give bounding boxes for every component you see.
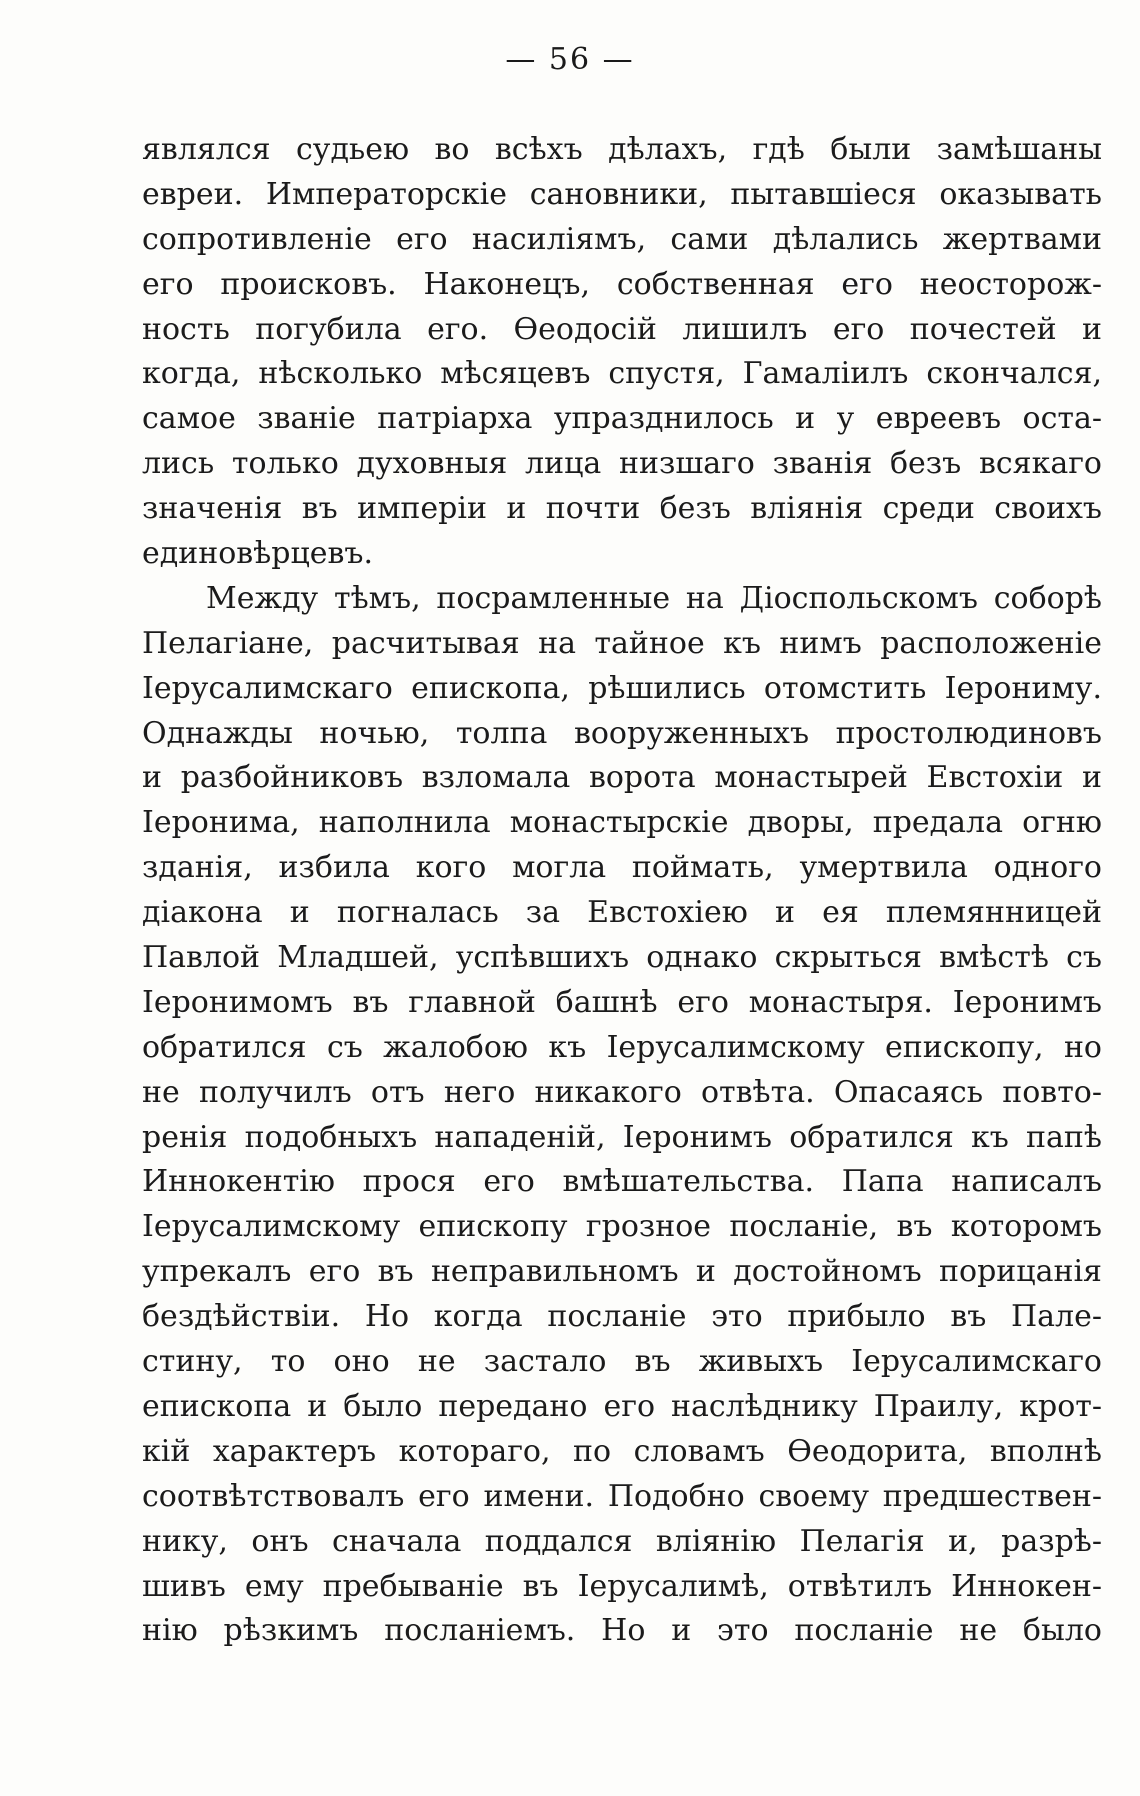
text-line: евреи. Императорскіе сановники, пытавшіеся оказывать <box>142 176 1102 212</box>
text-line: бездѣйствіи. Но когда посланіе это прибыло въ Пале- <box>142 1299 1102 1335</box>
paragraph-end-line: единовѣрцевъ. <box>142 536 374 572</box>
text-line: и разбойниковъ взломала ворота монастырей Евстохіи и <box>142 760 1102 796</box>
text-line: Іеронимомъ въ главной башнѣ его монастыря. Іеронимъ <box>142 984 1102 1020</box>
text-line: діакона и погналась за Евстохіею и ея племянницей <box>142 895 1102 931</box>
text-line: нику, онъ сначала поддался вліянію Пелагія и, разрѣ- <box>142 1523 1102 1559</box>
text-line: Іеронима, наполнила монастырскіе дворы, предала огню <box>142 805 1102 841</box>
text-line: зданія, избила кого могла поймать, умертвила одного <box>142 850 1102 886</box>
text-line: Однажды ночью, толпа вооруженныхъ простолюдиновъ <box>142 715 1102 751</box>
text-line: Пелагіане, расчитывая на тайное къ нимъ расположеніе <box>142 625 1102 661</box>
text-line: епископа и было передано его наслѣднику Праилу, крот- <box>142 1388 1102 1424</box>
text-line: Иннокентію прося его вмѣшательства. Папа написалъ <box>142 1164 1102 1200</box>
text-line: его происковъ. Наконецъ, собственная его неосторож- <box>142 266 1102 302</box>
text-line: Іерусалимскому епископу грозное посланіе, въ которомъ <box>142 1209 1102 1245</box>
text-line: не получилъ отъ него никакого отвѣта. Опасаясь повто- <box>142 1074 1102 1110</box>
text-line: являлся судьею во всѣхъ дѣлахъ, гдѣ были замѣшаны <box>142 132 1102 167</box>
page-number: — 56 — <box>505 42 635 77</box>
text-line: когда, нѣсколько мѣсяцевъ спустя, Гамаліилъ скончался, <box>142 356 1102 392</box>
text-line: сопротивленіе его насиліямъ, сами дѣлались жертвами <box>142 221 1102 257</box>
text-line: ренія подобныхъ нападеній, Іеронимъ обратился къ папѣ <box>142 1119 1102 1155</box>
text-line: Іерусалимскаго епископа, рѣшились отомстить Іерониму. <box>142 670 1102 706</box>
text-line: Павлой Младшей, успѣвшихъ однако скрыться вмѣстѣ съ <box>142 940 1102 976</box>
paragraph-start-line: Между тѣмъ, посрамленные на Діоспольскомъ соборѣ <box>206 580 1102 616</box>
text-line: обратился съ жалобою къ Іерусалимскому епископу, но <box>142 1029 1102 1065</box>
text-line: нію рѣзкимъ посланіемъ. Но и это посланіе не было <box>142 1613 1102 1649</box>
text-line: самое званіе патріарха упразднилось и у евреевъ оста- <box>142 401 1102 437</box>
text-line: значенія въ имперіи и почти безъ вліянія среди своихъ <box>142 491 1102 527</box>
text-line: кій характеръ котораго, по словамъ Ѳеодорита, вполнѣ <box>142 1433 1102 1469</box>
body-text <box>142 128 1102 1654</box>
text-line: упрекалъ его въ неправильномъ и достойномъ порицанія <box>142 1254 1102 1290</box>
text-line: лись только духовныя лица низшаго званія безъ всякаго <box>142 446 1102 482</box>
text-line: ность погубила его. Ѳеодосій лишилъ его почестей и <box>142 311 1102 347</box>
text-line: соотвѣтствовалъ его имени. Подобно своему предшествен- <box>142 1478 1102 1514</box>
text-line: шивъ ему пребываніе въ Іерусалимѣ, отвѣтилъ Иннокен- <box>142 1568 1102 1604</box>
text-line: стину, то оно не застало въ живыхъ Іерусалимскаго <box>142 1344 1102 1380</box>
